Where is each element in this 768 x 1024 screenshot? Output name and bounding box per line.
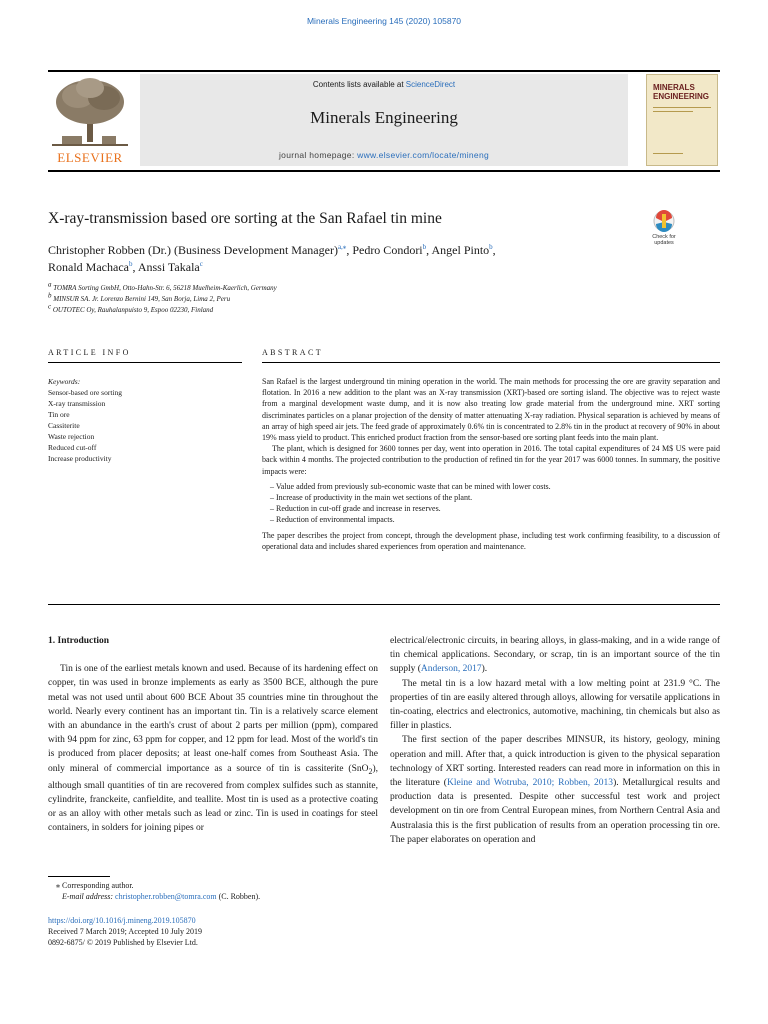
keyword-item: Cassiterite — [48, 421, 80, 430]
keyword-item: Sensor-based ore sorting — [48, 388, 123, 397]
received-dates: Received 7 March 2019; Accepted 10 July 2019 — [48, 927, 202, 936]
journal-homepage — [140, 150, 628, 160]
abstract-label: ABSTRACT — [262, 348, 323, 357]
affiliation-item — [48, 280, 648, 294]
affiliation-mark: b — [48, 291, 52, 300]
affiliation-item — [48, 291, 648, 305]
impact-item: – Reduction in cut-off grade and increase in reserves. — [270, 504, 441, 514]
keyword-item: Waste rejection — [48, 432, 95, 441]
author-name[interactable]: Anssi Takala — [137, 260, 200, 274]
affiliation-text: TOMRA Sorting GmbH, Otto-Hahn-Str. 6, 56218 Muelheim-Kaerlich, Germany — [53, 284, 277, 292]
author-separator: , — [346, 243, 353, 257]
crossmark-label: Check for updates — [652, 234, 676, 246]
cover-title — [653, 83, 709, 101]
header-bottom-rule — [48, 170, 720, 172]
body-text: electrical/electronic circuits, in bearing alloys, in glass-making, and in a wide range of tin chemical applications. Secondary, or scrap, tin is an important source of the tin supply ( — [390, 636, 720, 675]
cover-decoration — [653, 111, 693, 112]
elsevier-logo[interactable] — [48, 74, 132, 166]
header-top-rule — [48, 70, 720, 72]
body-column-right — [390, 634, 720, 847]
doi-link[interactable]: https://doi.org/10.1016/j.mineng.2019.105870 — [48, 916, 196, 925]
abstract-paragraph: The plant, which is designed for 3600 tonnes per day, went into operation in 2016. The total capital expenditures of 24 M$ US were paid back within 4 months. The projected contribution to the production of refined tin for the year 2017 was 6000 tonnes. In summary, the positive impacts were: — [262, 444, 720, 476]
affiliations — [48, 280, 648, 316]
email-suffix: (C. Robben). — [216, 892, 261, 901]
author-name[interactable]: Ronald Machaca — [48, 260, 129, 274]
keyword-item: X-ray transmission — [48, 399, 106, 408]
keywords-title: Keywords: — [48, 377, 81, 386]
homepage-link[interactable]: www.elsevier.com/locate/mineng — [357, 150, 490, 160]
citation-link[interactable]: Anderson, 2017 — [420, 664, 482, 675]
article-title: X-ray-transmission based ore sorting at the San Rafael tin mine — [48, 210, 442, 227]
author-name[interactable]: Christopher Robben (Dr.) (Business Development Manager) — [48, 243, 338, 257]
author-affiliation-mark[interactable]: b — [422, 243, 427, 251]
contents-prefix: Contents lists available at — [312, 80, 406, 89]
impact-list — [270, 481, 720, 526]
corresponding-author-note: ⁎ Corresponding author. — [56, 881, 134, 890]
body-text: The first section of the paper describes MINSUR, its history, geology, mining operation and mill. After that, a quick introduction is given to the physical separation technology of XRT sorting. Interested readers can read more in information on this in the literature ( — [390, 735, 720, 789]
keyword-item: Reduced cut-off — [48, 443, 97, 452]
author-affiliation-mark[interactable]: b — [128, 260, 133, 268]
crossmark-icon — [646, 210, 682, 234]
article-info-rule — [48, 362, 242, 363]
impact-item: – Increase of productivity in the main wet sections of the plant. — [270, 493, 473, 503]
cover-decoration — [653, 153, 683, 154]
author-affiliation-mark[interactable]: b — [489, 243, 493, 251]
abstract-paragraph: San Rafael is the largest underground tin mining operation in the world. The main methods for processing the ore are gravity separation and flotation. In 2016 a new addition to the plant was an X-ray transmission (XRT)-based ore sorting island. The objective was to reject waste from a marginal development waste dump, and it is now also treating low grade material from the underground mine. XRT sorting discriminates particles on a planar projection of the density of matter attenuating X-ray radiation. Physical separation is achieved by means of an array of high speed air jets. The feed grade of approximately 0.6% tin is concentrated to 2.8% tin in the product at recovery of 90% in about 19% mass yield to product. This enriched product fraction from the sensor-based ore sorting plant feeds into the main plant. — [262, 377, 720, 443]
author-affiliation-mark[interactable]: c — [199, 260, 203, 268]
copyright-line: 0892-6875/ © 2019 Published by Elsevier Ltd. — [48, 938, 198, 947]
elsevier-tree-icon — [48, 74, 132, 148]
sciencedirect-link[interactable]: ScienceDirect — [405, 80, 456, 89]
body-paragraph — [390, 733, 720, 847]
body-paragraph — [48, 662, 378, 835]
publication-info — [48, 915, 378, 948]
cover-title-line-2: ENGINEERING — [653, 92, 710, 101]
email-label: E-mail address: — [62, 892, 116, 901]
journal-cover-thumbnail[interactable] — [646, 74, 718, 166]
body-paragraph: The metal tin is a low hazard metal with a low melting point at 231.9 °C. The properties of tin are easily altered through alloys, allowing for versatile applications in tin-coating, electrics and electronics, automotive, machining, tin chemicals but also as filler in plastics. — [390, 678, 720, 732]
email-link[interactable]: christopher.robben@tomra.com — [115, 892, 217, 901]
affiliation-mark: c — [48, 302, 52, 311]
author-name[interactable]: Angel Pinto — [431, 243, 490, 257]
keywords-list — [48, 376, 228, 464]
footnote-rule — [48, 876, 110, 877]
subscript: 2 — [368, 766, 373, 776]
abstract-paragraph: The paper describes the project from concept, through the development phase, including test work confirming feasibility, to a discussion of operational data and includes shared experiences from operation and maintenance. — [262, 530, 720, 551]
body-text: ), although small quantities of tin are recovered from complex sulfides such as stannite, cylindrite, franckeite, canfieldite, and teallite. Most tin is used as a protective coating or as an alloy with other metals such as lead or zinc. Tin is used in coatings for steel containers, in solders for joining pipes or — [48, 763, 378, 834]
publisher-name: ELSEVIER — [57, 150, 123, 165]
abstract-bottom-rule — [48, 604, 720, 605]
author-separator: , — [132, 260, 138, 274]
article-info-label: ARTICLE INFO — [48, 348, 131, 357]
body-column-left — [48, 634, 378, 836]
affiliation-text: OUTOTEC Oy, Rauhalanpuisto 9, Espoo 02230, Finland — [52, 306, 214, 314]
abstract-text — [262, 376, 720, 552]
crossmark-badge[interactable] — [646, 210, 682, 250]
author-list — [48, 242, 648, 276]
affiliation-item — [48, 302, 648, 316]
body-text: Tin is one of the earliest metals known and used. Because of its hardening effect on copper, tin was used in bronze implements as early as 3500 BCE, although the pure metal was not used until about 600 BCE About 35 countries mine tin throughout the world. Nearly every continent has an important tin. Tin is a relatively scarce element with an abundance in the earth's crust of about 2 parts per million (ppm), compared with 94 ppm for zinc, 63 ppm for copper, and 12 ppm for lead. Most of the world's tin is produced from placer deposits; at least one-half comes from Southeast Asia. The only mineral of commercial importance as a source of tin is cassiterite (SnO — [48, 664, 378, 774]
author-separator: , — [492, 243, 496, 257]
body-paragraph — [390, 634, 720, 677]
affiliation-mark: a — [48, 280, 52, 289]
author-name[interactable]: Pedro Condori — [352, 243, 423, 257]
email-line — [48, 891, 378, 902]
author-affiliation-mark[interactable]: a,⁎ — [337, 243, 347, 251]
section-heading: 1. Introduction — [48, 636, 110, 646]
journal-name: Minerals Engineering — [310, 108, 458, 127]
keyword-item: Increase productivity — [48, 454, 112, 463]
body-text: ). Metallurgical results and production data is presented. Despite other successful test work and project development on tin ore from Central European mines, from Northern Central Asia and Australasia this is the first publication of results from an operation processing tin ore. The paper elaborates on operation and — [390, 778, 720, 845]
journal-reference[interactable]: Minerals Engineering 145 (2020) 105870 — [306, 16, 462, 26]
cover-title-line-1: MINERALS — [653, 83, 695, 92]
abstract-rule — [262, 362, 720, 363]
impact-item: – Value added from previously sub-economic waste that can be mined with lower costs. — [270, 481, 551, 491]
homepage-label: journal homepage: — [278, 150, 358, 160]
contents-line — [140, 80, 628, 89]
author-separator: , — [426, 243, 432, 257]
citation-link[interactable]: Kleine and Wotruba, 2010; Robben, 2013 — [446, 778, 614, 789]
keyword-item: Tin ore — [48, 410, 70, 419]
affiliation-text: MINSUR SA. Jr. Lorenzo Bernini 149, San Borja, Lima 2, Peru — [53, 295, 231, 303]
body-text: ). — [481, 664, 488, 675]
impact-item: – Reduction of environmental impacts. — [270, 515, 395, 525]
corresponding-footnote — [48, 880, 378, 902]
cover-decoration — [653, 107, 711, 108]
